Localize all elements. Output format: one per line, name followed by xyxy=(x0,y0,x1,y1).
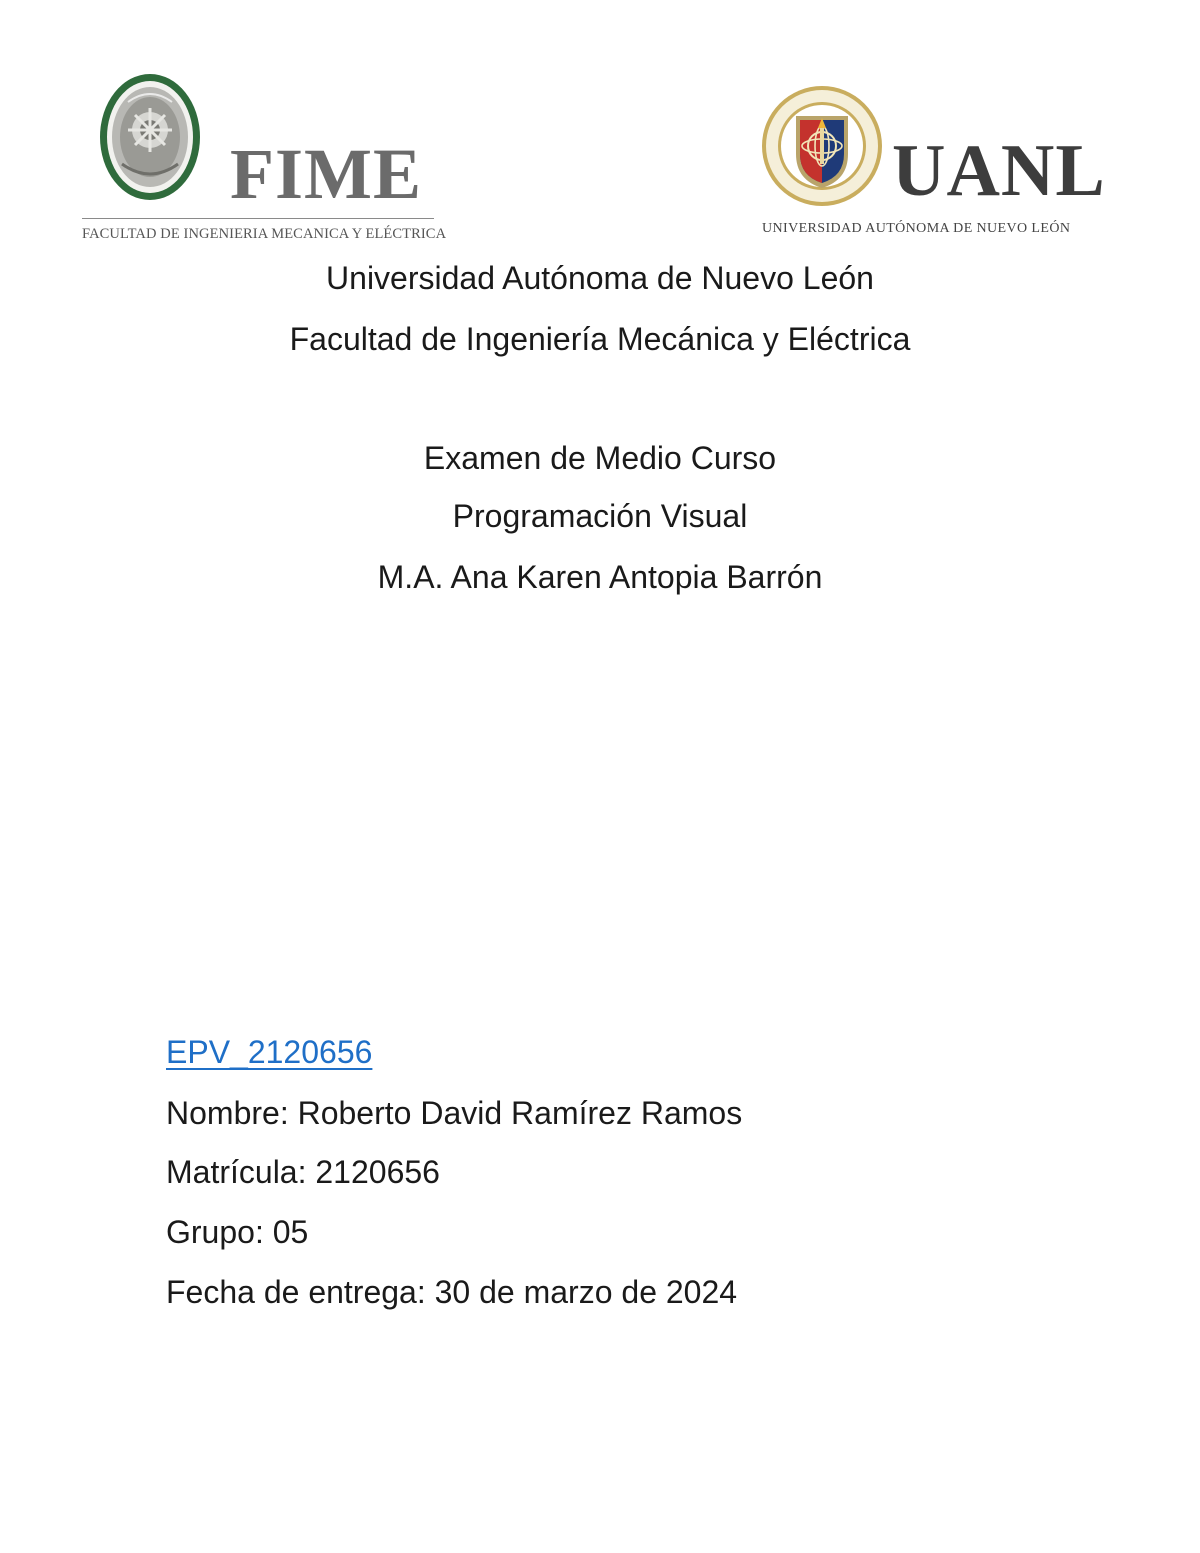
uanl-subtitle: UNIVERSIDAD AUTÓNOMA DE NUEVO LEÓN xyxy=(762,221,1071,236)
uanl-seal-icon xyxy=(760,84,884,208)
submission-link[interactable]: EPV_2120656 xyxy=(166,1034,373,1070)
subject-name: Programación Visual xyxy=(452,498,748,534)
student-group: Grupo: 05 xyxy=(166,1214,309,1250)
university-name: Universidad Autónoma de Nuevo León xyxy=(326,260,874,296)
fime-subtitle: FACULTAD DE INGENIERIA MECANICA Y ELÉCTRICA xyxy=(82,226,447,242)
fime-seal-icon xyxy=(98,72,202,202)
exam-title: Examen de Medio Curso xyxy=(423,440,777,476)
fime-logo xyxy=(82,72,447,244)
uanl-wordmark: UANL xyxy=(892,130,1106,212)
faculty-name: Facultad de Ingeniería Mecánica y Eléctrica xyxy=(289,321,911,357)
student-matricula: Matrícula: 2120656 xyxy=(166,1154,440,1190)
teacher-name: M.A. Ana Karen Antopia Barrón xyxy=(377,559,823,595)
uanl-logo xyxy=(760,84,1120,240)
fime-divider xyxy=(82,218,434,219)
student-name: Nombre: Roberto David Ramírez Ramos xyxy=(166,1095,743,1131)
due-date: Fecha de entrega: 30 de marzo de 2024 xyxy=(166,1274,738,1310)
fime-wordmark: FIME xyxy=(230,134,422,214)
